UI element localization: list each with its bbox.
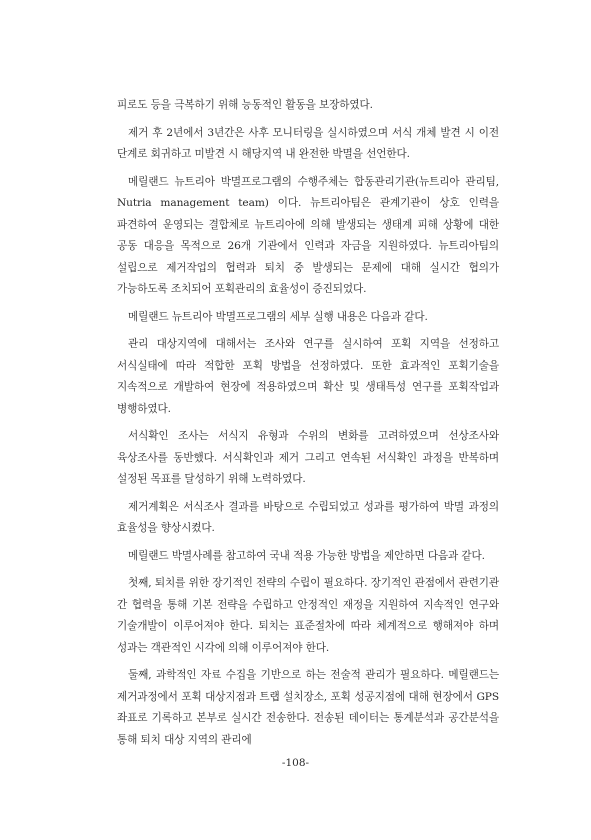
paragraph: 메릴랜드 뉴트리아 박멸프로그램의 세부 실행 내용은 다음과 같다. [128, 310, 428, 323]
document-body [117, 95, 499, 757]
paragraph: 피로도 등을 극복하기 위해 능동적인 활동을 보장하였다. [117, 99, 373, 111]
paragraph: 첫째, 퇴치를 위한 장기적인 전략의 수립이 필요하다. 장기적인 관점에서 관련기관 간 협력을 통해 기본 전략을 수립하고 안정적인 재정을 지원하여 지속적인 연구와 기술개발이 이루어져야 한다. 퇴치는 표준절차에 따라 체계적으로 행해져야 하며 성과는 객관적인 시각에 의해 이루어져야 한다. [117, 577, 499, 654]
paragraph: 메릴랜드 박멸사례를 참고하여 국내 적용 가능한 방법을 제안하면 다음과 같다. [128, 549, 485, 562]
paragraph: 메릴랜드 뉴트리아 박멸프로그램의 수행주체는 합동관리기관(뉴트리아 관리팀, Nutria management team) 이다. 뉴트리아팀은 관계기관이 상호 인력을 파견하여 운영되는 결합체로 뉴트리아에 의해 발생되는 생태계 피해 상황에 대한 공동 대응을 목적으로 26개 기관에서 인력과 자금을 지원하였다. 뉴트리아팀의 설립으로 제거작업의 협력과 퇴치 중 발생되는 문제에 대해 실시간 협의가 가능하도록 조치되어 포획관리의 효율성이 증진되었다. [117, 175, 499, 295]
paragraph: 둘째, 과학적인 자료 수집을 기반으로 하는 전술적 관리가 필요하다. 메릴랜드는 제거과정에서 포획 대상지점과 트랩 설치장소, 포획 성공지점에 대해 현장에서 GPS 좌표로 기록하고 본부로 실시간 전송한다. 전송된 데이터는 통계분석과 공간분석을 통해 퇴치 대상 지역의 관리에 [117, 669, 499, 746]
paragraph: 관리 대상지역에 대해서는 조사와 연구를 실시하여 포획 지역을 선정하고 서식실태에 따라 적합한 포획 방법을 선정하였다. 또한 효과적인 포획기술을 지속적으로 개발하여 현장에 적용하였으며 확산 및 생태특성 연구를 포획작업과 병행하였다. [117, 338, 499, 415]
paragraph: 제거 후 2년에서 3년간은 사후 모니터링을 실시하였으며 서식 개체 발견 시 이전 단계로 회귀하고 미발견 시 해당지역 내 완전한 박멸을 선언한다. [117, 126, 499, 160]
paragraph: 서식확인 조사는 서식지 유형과 수위의 변화를 고려하였으며 선상조사와 육상조사를 동반했다. 서식확인과 제거 그리고 연속된 서식확인 과정을 반복하며 설정된 목표를 달성하기 위해 노력하였다. [117, 430, 499, 485]
paragraph: 제거계획은 서식조사 결과를 바탕으로 수립되었고 성과를 평가하여 박멸 과정의 효율성을 향상시켰다. [117, 500, 499, 534]
page-number: -108- [281, 757, 310, 769]
